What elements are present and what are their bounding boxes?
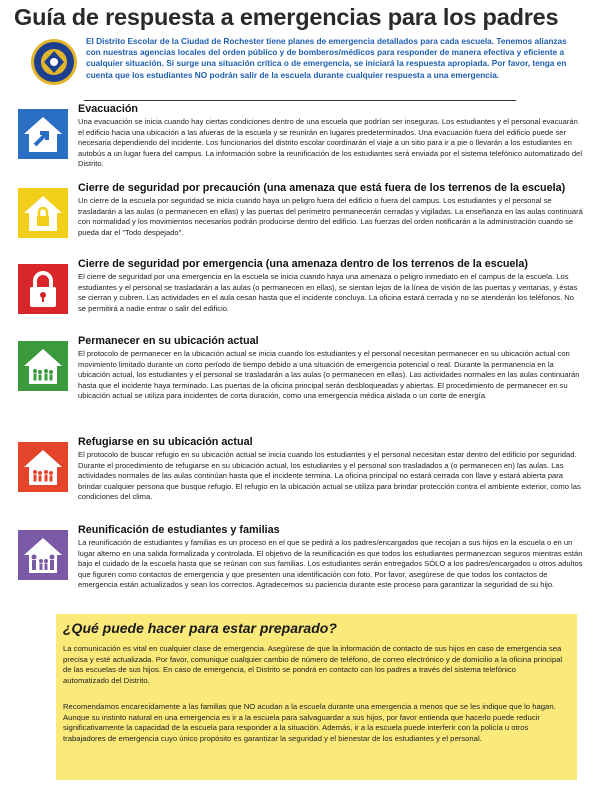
section-title: Cierre de seguridad por emergencia (una amenaza dentro de los terrenos de la escuela) <box>78 258 529 270</box>
shelter-in-place-people-icon <box>18 442 68 492</box>
section-title: Permanecer en su ubicación actual <box>78 335 259 347</box>
section-text: El protocolo de buscar refugio en su ubicación actual se inicia cuando los estudiantes y el personal necesitan estar dentro del edificio por seguridad. Durante el procedimiento de refugiarse en su ubicación actual, los estudiantes y el personal son trasladados a (o permanecen en) las aulas. Las actividades normales de las aulas continúan hasta que el incidente termina. La oficina principal no estará cerrada con llave y estará abierta para brindar cualquier persona que busque refugio. El refugio en la ubicación actual se utiliza para brindar protección contra el ambiente exterior, como las condiciones del clima. <box>78 450 581 502</box>
section-text: Una evacuación se inicia cuando hay ciertas condiciones dentro de una escuela que podrían ser inseguras. Los estudiantes y el personal evacuarán el edificio hacia una ubicación a las afueras de la escuela y se reunirán en lugares predeterminados. Una evacuación fuera del edificio puede ser necesaria dependiendo del incidente. Los funcionarios del distrito escolar coordinarán el viaje a un sitio para ir a pie o llevarán a los estudiantes en autobús a un lugar fuera del campus. La información sobre la reunificación de los estudiantes será enviada por el sistema telefónico automatizado del Distrito. <box>78 117 583 169</box>
preparedness-paragraph-2: Recomendamos encarecidamente a las familias que NO acudan a la escuela durante una emergencia a menos que se les indique que lo hagan. Aunque su instinto natural en una emergencia es ir a la escuela para salvaguardar a sus hijos, por favor entienda que hacerlo puede reducir significativamente la capacidad de la escuela para responder a la situación. Además, ir a la escuela puede interferir con la policía u otros trabajadores de emergencia cuyo único propósito es garantizar la seguridad y el bienestar de los estudiantes y el personal. <box>63 702 556 743</box>
section-title: Evacuación <box>78 103 139 115</box>
page-title: Guía de respuesta a emergencias para los padres <box>14 4 559 30</box>
section-text: La reunificación de estudiantes y familias es un proceso en el que se pedirá a los padres/encargados que recojan a sus hijos en la escuela o en un lugar alterno en una salida formalizada y controlada. El objetivo de la reunificación es que todos los estudiantes permanezcan seguros mientras están bajo el cuidado de la escuela hasta que se reúnan con sus familias. Los estudiantes serán entregados SÓLO a los padres/encargados u otros adultos que figuren como contactos de emergencia y que presenten una identificación con foto. Por favor, asegúrese de que todos los contactos de emergencia están actualizados y sean los correctos. Agradecemos su paciencia durante este proceso para garantizar la seguridad de su hijo. <box>78 538 583 590</box>
reunification-family-icon <box>18 530 68 580</box>
lockdown-padlock-icon <box>18 264 68 314</box>
section-title: Refugiarse en su ubicación actual <box>78 436 253 448</box>
evacuation-house-arrow-icon <box>18 109 68 159</box>
section-text: El protocolo de permanecer en la ubicación actual se inicia cuando los estudiantes y el personal necesitan permanecer en su ubicación actual con movimiento limitado durante un corto período de tiempo debido a una situación de emergencia potencial o real. Durante la permanencia en la ubicación actual, los estudiantes y el personal se trasladarán a las aulas (o permanecen en ellas). Las actividades normales en las aulas continuarán hasta que el incidente haya terminado. Las puertas de la oficina principal serán desbloqueadas y abiertas. El procedimiento de permanecer en su ubicación actual se utiliza para incidentes de corta duración, como una emergencia médica aislada o un corte de energía. <box>78 349 580 401</box>
section-title: Reunificación de estudiantes y familias <box>78 524 280 536</box>
section-title: Cierre de seguridad por precaución (una amenaza que está fuera de los terrenos de la escuela) <box>78 182 566 194</box>
intro-text: El Distrito Escolar de la Ciudad de Rochester tiene planes de emergencia detallados para cada escuela. Tenemos alianzas con nuestras agencias locales del orden público y de bomberos/médicos para responder de manera efectiva y eficiente a cualquier situación. Si surge una situación crítica o de emergencia, se iniciará la respuesta apropiada. Por favor, tenga en cuenta que los estudiantes NO podrán salir de la escuela durante cualquier respuesta a una emergencia. <box>86 36 567 80</box>
lockout-house-lock-icon <box>18 188 68 238</box>
divider <box>84 100 516 101</box>
hold-in-place-people-icon <box>18 341 68 391</box>
school-district-seal <box>30 38 78 86</box>
section-text: El cierre de seguridad por una emergencia en la escuela se inicia cuando haya una amenaza o peligro inmediato en el campus de la escuela. Los estudiantes y el personal se trasladarán a las aulas (o permanecen en ellas), se sientan lejos de la línea de visión de las puertas y ventanas, y éstas se cierran y cubren. Las actividades en el aula cesan hasta que el incidente concluya. La oficina estará cerrada y no se atenderán los teléfonos. No se permitirá a nadie entrar o salir del edificio. <box>78 272 578 313</box>
section-text: Un cierre de la escuela por seguridad se inicia cuando haya un peligro fuera del edificio o fuera del campus. Los estudiantes y el personal se trasladarán a las aulas (o permanecen en ellas) y las puertas del perímetro permanecerán cerradas y vigiladas. La enseñanza en las aulas continuará con normalidad y los movimientos necesarios podrán producirse dentro del edificio. Las fuerzas del orden notificarán a la administración cuando se pueda dar el "Todo despejado". <box>78 196 583 237</box>
preparedness-paragraph-1: La comunicación es vital en cualquier clase de emergencia. Asegúrese de que la información de contacto de sus hijos en caso de emergencia sea precisa y esté actualizada. Por favor, comunique cualquier cambio de número de teléfono, de correo electrónico y de domicilio a la oficina principal de las escuelas de sus hijos. En caso de emergencia, el Distrito se pondrá en contacto con los padres a través del sistema telefónico automatizado del Distrito. <box>63 644 563 685</box>
preparedness-box <box>56 614 577 780</box>
preparedness-heading: ¿Qué puede hacer para estar preparado? <box>63 620 337 636</box>
